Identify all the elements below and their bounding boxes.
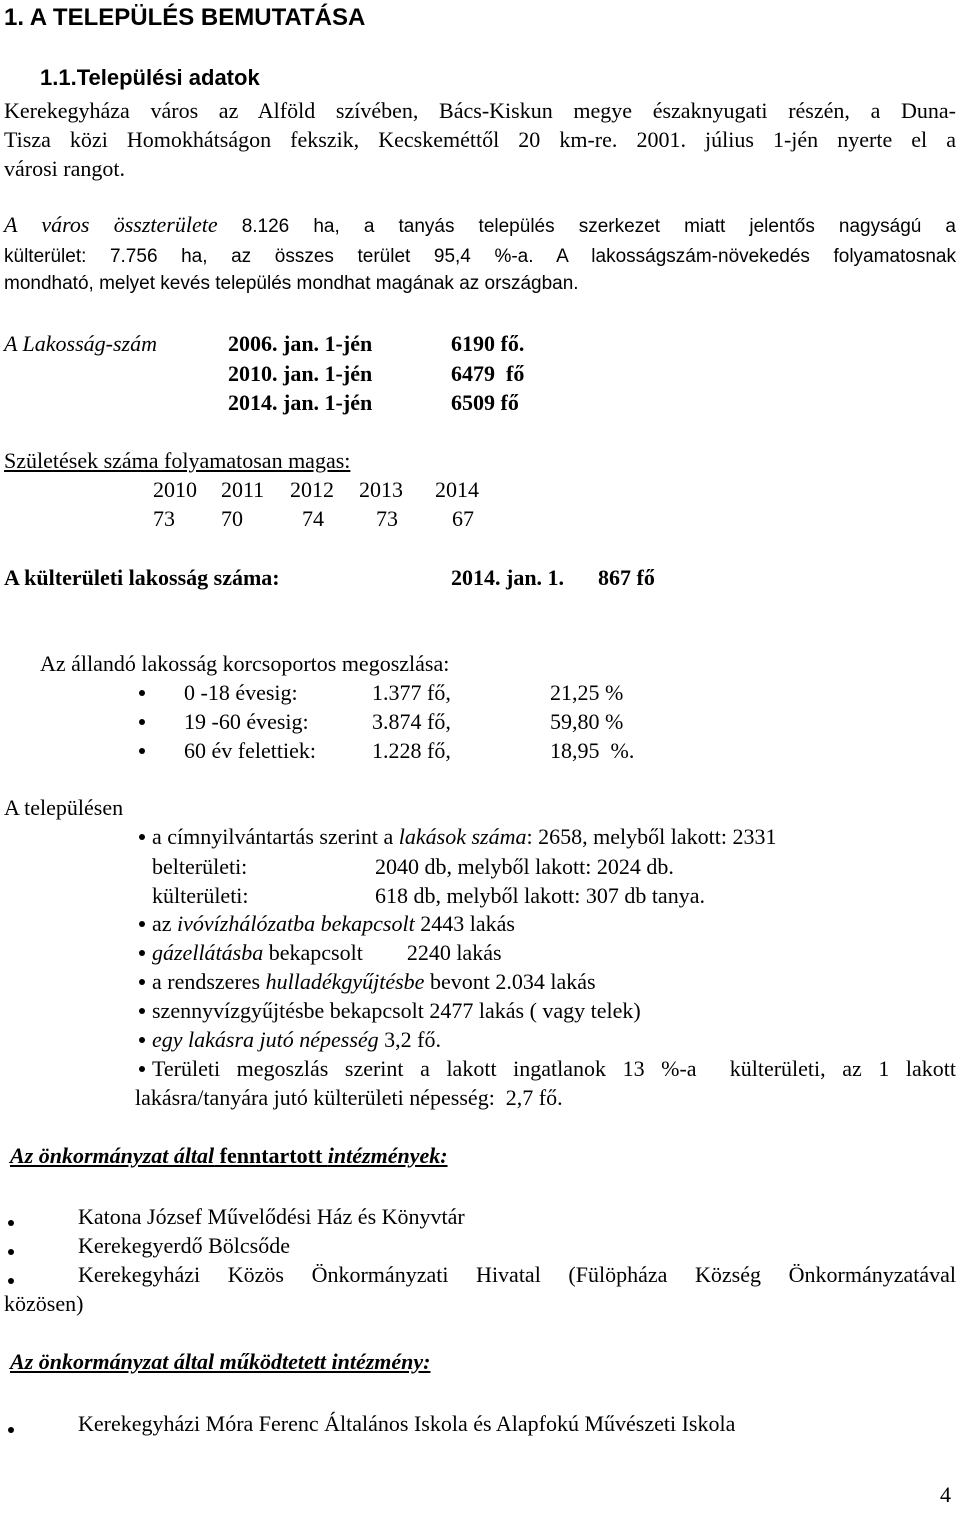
births-value-2011: 70 bbox=[221, 506, 243, 531]
births-year-2011: 2011 bbox=[221, 477, 265, 502]
births-year-2014: 2014 bbox=[435, 477, 479, 502]
age-range-3: 60 év felettiek: bbox=[184, 738, 316, 763]
maintained-item-2: Kerekegyerdő Bölcsőde bbox=[78, 1233, 290, 1258]
outer-population-value: 867 fő bbox=[598, 565, 655, 590]
settlement-b1-pre: a címnyilvántartás szerint a bbox=[152, 824, 399, 849]
settlement-bullet-7-line-2: lakásra/tanyára jutó külterületi népesség: 2,7 fő. bbox=[135, 1085, 563, 1110]
births-year-2013: 2013 bbox=[359, 477, 403, 502]
settlement-b1-italic: lakások száma bbox=[398, 824, 527, 849]
age-count-2: 3.874 fő, bbox=[372, 709, 451, 734]
maintained-title bbox=[10, 1142, 448, 1170]
settlement-bullet-1 bbox=[152, 823, 776, 851]
births-value-2013: 73 bbox=[376, 506, 398, 531]
births-value-2010: 73 bbox=[153, 506, 175, 531]
age-percent-3: 18,95 %. bbox=[550, 738, 635, 763]
settlement-b4-post: bevont 2.034 lakás bbox=[424, 969, 596, 994]
area-line-2-serif: A lakosságszám-növekedés folyamatosnak bbox=[533, 246, 956, 267]
area-italic-label: A város összterülete bbox=[4, 212, 218, 237]
settlement-b6-italic: egy lakásra jutó népesség bbox=[152, 1027, 379, 1052]
outer-population-label: A külterületi lakosság száma: bbox=[4, 565, 280, 590]
settlement-b6-post: 3,2 fő. bbox=[378, 1027, 441, 1052]
intro-line-3: városi rangot. bbox=[4, 156, 125, 181]
settlement-b2-pre: az bbox=[152, 911, 178, 936]
maintained-title-part-3: intézmények: bbox=[327, 1143, 448, 1168]
settlement-b3-post: bekapcsolt 2240 lakás bbox=[263, 940, 502, 965]
area-line-1-rest: 8.126 ha, a tanyás település szerkezet miatt jelentős nagyságú a bbox=[217, 216, 956, 237]
births-year-2010: 2010 bbox=[153, 477, 197, 502]
bullet-icon bbox=[139, 921, 145, 927]
page-number: 4 bbox=[940, 1482, 951, 1507]
heading-title: A TELEPÜLÉS BEMUTATÁSA bbox=[29, 4, 366, 31]
population-value-1: 6190 fő. bbox=[451, 331, 525, 356]
maintained-item-1: Katona József Művelődési Ház és Könyvtár bbox=[78, 1204, 465, 1229]
outer-population-date: 2014. jan. 1. bbox=[451, 565, 565, 590]
bullet-icon bbox=[139, 690, 145, 696]
age-percent-2: 59,80 % bbox=[550, 709, 624, 734]
inner-label: belterületi: bbox=[152, 854, 248, 879]
bullet-icon bbox=[139, 1008, 145, 1014]
births-value-2014: 67 bbox=[452, 506, 474, 531]
population-date-2: 2010. jan. 1-jén bbox=[228, 361, 373, 386]
maintained-title-part-1: Az önkormányzat által bbox=[10, 1143, 215, 1168]
settlement-b4-pre: a rendszeres bbox=[152, 969, 266, 994]
settlement-bullet-3 bbox=[152, 939, 502, 967]
age-range-2: 19 -60 évesig: bbox=[184, 709, 309, 734]
settlement-b2-post: 2443 lakás bbox=[414, 911, 515, 936]
births-year-2012: 2012 bbox=[290, 477, 334, 502]
age-percent-1: 21,25 % bbox=[550, 680, 624, 705]
population-date-1: 2006. jan. 1-jén bbox=[228, 331, 373, 356]
bullet-icon bbox=[8, 1249, 14, 1255]
bullet-icon bbox=[139, 1037, 145, 1043]
inner-value: 2040 db, melyből lakott: 2024 db. bbox=[375, 854, 674, 879]
bullet-icon bbox=[139, 1066, 145, 1072]
bullet-icon bbox=[139, 748, 145, 754]
settlement-bullet-4 bbox=[152, 968, 596, 996]
intro-line-1: Kerekegyháza város az Alföld szívében, Bács-Kiskun megye északnyugati részén, a Duna- bbox=[4, 98, 956, 123]
settlement-b2-italic: ivóvízhálózatba bekapcsolt bbox=[177, 911, 415, 936]
area-line-2 bbox=[4, 241, 956, 271]
outer-value: 618 db, melyből lakott: 307 db tanya. bbox=[375, 883, 705, 908]
maintained-item-3: Kerekegyházi Közös Önkormányzati Hivatal (Fülöpháza Község Önkormányzatával bbox=[78, 1262, 956, 1287]
settlement-bullet-7-line-1: Területi megoszlás szerint a lakott ingatlanok 13 %-a külterületi, az 1 lakott bbox=[152, 1056, 956, 1081]
population-label: A Lakosság-szám bbox=[4, 331, 158, 356]
age-range-1: 0 -18 évesig: bbox=[184, 680, 298, 705]
births-value-2012: 74 bbox=[302, 506, 324, 531]
area-line-1 bbox=[4, 211, 956, 241]
subheading-number: 1.1. bbox=[40, 65, 77, 90]
operated-item-1: Kerekegyházi Móra Ferenc Általános Iskola és Alapfokú Művészeti Iskola bbox=[78, 1411, 736, 1436]
maintained-title-part-2: fenntartott bbox=[214, 1143, 328, 1168]
bullet-icon bbox=[139, 950, 145, 956]
population-value-2: 6479 fő bbox=[451, 361, 525, 386]
settlement-b1-post: : 2658, melyből lakott: 2331 bbox=[526, 824, 777, 849]
outer-label: külterületi: bbox=[152, 883, 249, 908]
area-line-2-sans: külterület: 7.756 ha, az összes terület 95,4 %-a. bbox=[4, 246, 534, 267]
heading-number: 1. bbox=[4, 4, 25, 31]
settlement-bullet-2 bbox=[152, 910, 515, 938]
bullet-icon bbox=[8, 1427, 14, 1433]
settlement-bullet-6 bbox=[152, 1026, 441, 1054]
bullet-icon bbox=[139, 719, 145, 725]
bullet-icon bbox=[139, 979, 145, 985]
subheading-title: Települési adatok bbox=[76, 65, 260, 90]
settlement-intro: A településen bbox=[4, 795, 124, 820]
births-title: Születések száma folyamatosan magas: bbox=[4, 448, 351, 473]
settlement-b3-italic: gázellátásba bbox=[152, 940, 264, 965]
bullet-icon bbox=[8, 1278, 14, 1284]
main-heading bbox=[4, 3, 365, 33]
settlement-b4-italic: hulladékgyűjtésbe bbox=[265, 969, 425, 994]
intro-line-2: Tisza közi Homokhátságon fekszik, Kecskeméttől 20 km-re. 2001. július 1-jén nyerte el a bbox=[4, 127, 956, 152]
age-count-3: 1.228 fő, bbox=[372, 738, 451, 763]
area-line-3: mondható, melyet kevés település mondhat magának az országban. bbox=[4, 273, 579, 294]
age-groups-title: Az állandó lakosság korcsoportos megoszlása: bbox=[40, 651, 450, 676]
settlement-bullet-5: szennyvízgyűjtésbe bekapcsolt 2477 lakás ( vagy telek) bbox=[152, 998, 641, 1023]
population-date-3: 2014. jan. 1-jén bbox=[228, 390, 373, 415]
bullet-icon bbox=[139, 834, 145, 840]
population-value-3: 6509 fő bbox=[451, 390, 519, 415]
age-count-1: 1.377 fő, bbox=[372, 680, 451, 705]
operated-title: Az önkormányzat által működtetett intézmény: bbox=[10, 1349, 431, 1374]
maintained-continuation: közösen) bbox=[4, 1291, 84, 1316]
sub-heading bbox=[40, 64, 260, 92]
bullet-icon bbox=[8, 1220, 14, 1226]
